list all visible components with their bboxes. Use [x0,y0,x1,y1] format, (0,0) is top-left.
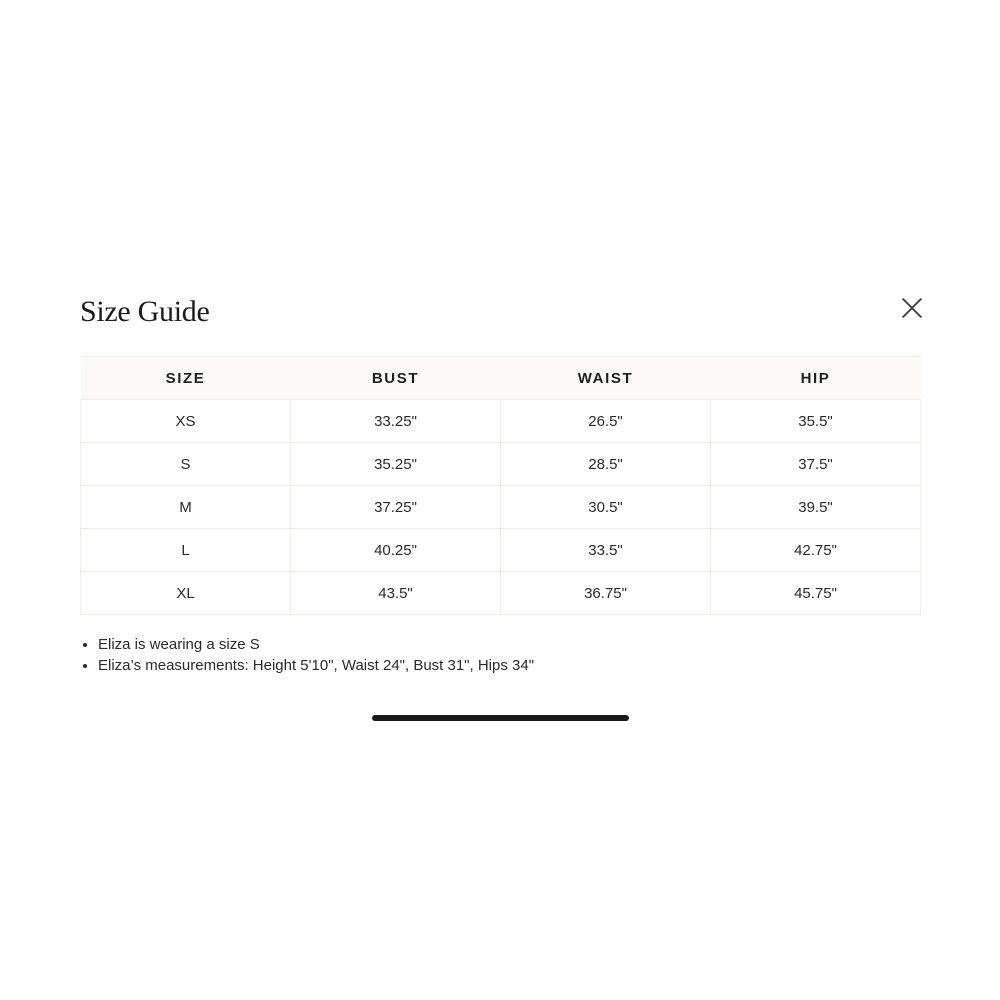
cell-size: M [81,486,291,529]
column-header-hip: HIP [711,357,921,400]
cell-hip: 37.5" [711,443,921,486]
cell-waist: 33.5" [501,529,711,572]
cell-bust: 35.25" [291,443,501,486]
table-row [81,529,921,572]
cell-waist: 28.5" [501,443,711,486]
cell-size: XL [81,572,291,615]
table-row [81,443,921,486]
table-row [81,486,921,529]
cell-hip: 39.5" [711,486,921,529]
table-row [81,572,921,615]
cell-hip: 45.75" [711,572,921,615]
cell-bust: 43.5" [291,572,501,615]
column-header-waist: WAIST [501,357,711,400]
cell-waist: 30.5" [501,486,711,529]
fit-note-size-worn: • Eliza is wearing a size S [98,634,534,655]
table-row [81,400,921,443]
cell-bust: 37.25" [291,486,501,529]
size-chart-table [80,356,921,615]
home-indicator[interactable] [372,715,629,721]
cell-bust: 40.25" [291,529,501,572]
cell-waist: 36.75" [501,572,711,615]
table-header [81,357,921,400]
close-button[interactable] [898,294,926,322]
column-header-bust: BUST [291,357,501,400]
cell-size: XS [81,400,291,443]
fit-note-measurements: • Eliza’s measurements: Height 5'10", Waist 24", Bust 31", Hips 34" [98,655,534,676]
cell-bust: 33.25" [291,400,501,443]
fit-notes-list [80,634,534,676]
close-icon [898,294,926,322]
cell-size: L [81,529,291,572]
modal-title: Size Guide [80,295,210,328]
cell-waist: 26.5" [501,400,711,443]
column-header-size: SIZE [81,357,291,400]
cell-hip: 42.75" [711,529,921,572]
cell-hip: 35.5" [711,400,921,443]
table-body [81,400,921,615]
cell-size: S [81,443,291,486]
table-header-row [81,357,921,400]
